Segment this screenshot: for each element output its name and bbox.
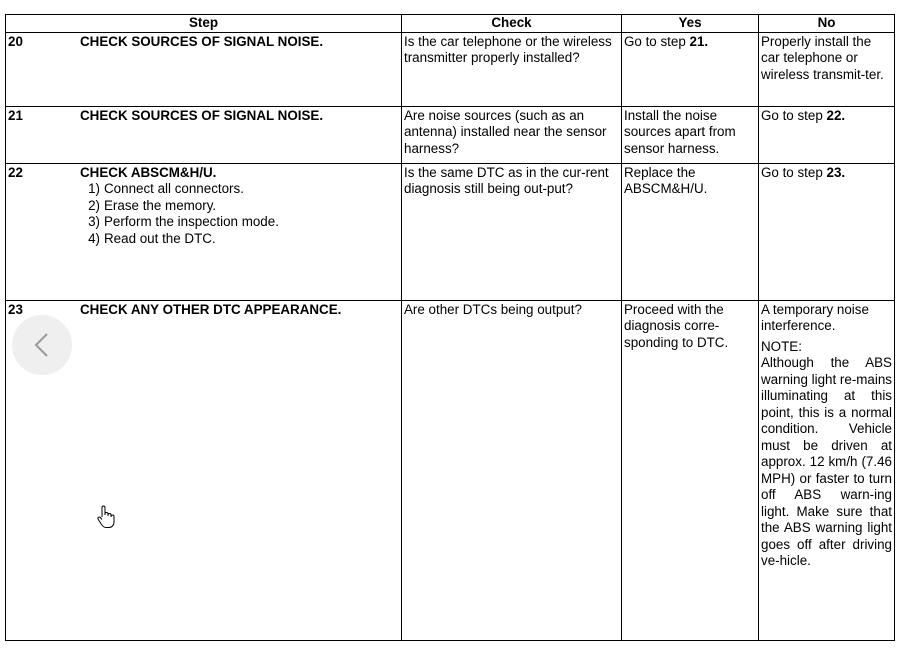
- step-cell: [6, 32, 402, 106]
- step-title: CHECK ABSCM&H/U.: [80, 164, 217, 180]
- note-text: Although the ABS warning light re-mains illuminating at this point, this is a normal condition. Vehicle must be driven at approx. 12 km/h (7.46 MPH) or faster to turn off ABS warn-ing light. Make sure that the ABS warning light goes off after driving ve-hicle.: [761, 355, 892, 568]
- no-text: Go to step: [761, 107, 827, 123]
- substep-item: [80, 214, 401, 231]
- step-title: CHECK SOURCES OF SIGNAL NOISE.: [80, 33, 324, 49]
- previous-page-button[interactable]: [12, 315, 72, 375]
- substep-item: [80, 181, 401, 198]
- header-yes: Yes: [622, 15, 759, 33]
- no-cell: [759, 106, 895, 163]
- step-number: 20: [8, 33, 23, 49]
- substep-item: [80, 231, 401, 248]
- step-number: 21: [8, 107, 23, 123]
- step-number: 23: [8, 301, 23, 317]
- table-row-step-22: [6, 163, 895, 300]
- header-no: No: [759, 15, 895, 33]
- yes-cell: Proceed with the diagnosis corre-sponding to DTC.: [622, 300, 759, 640]
- step-reference: 21.: [689, 33, 709, 49]
- table-row-step-21: [6, 106, 895, 163]
- substep-number: 1): [88, 181, 100, 196]
- yes-text: Go to step: [624, 33, 690, 49]
- substep-text: Perform the inspection mode.: [104, 214, 279, 229]
- check-cell: Are other DTCs being output?: [402, 300, 622, 640]
- table-row-step-20: [6, 32, 895, 106]
- yes-cell: [622, 32, 759, 106]
- no-cell: [759, 163, 895, 300]
- check-cell: Is the same DTC as in the cur-rent diagnosis still being out-put?: [402, 163, 622, 300]
- substep-text: Connect all connectors.: [104, 181, 244, 196]
- chevron-left-icon: [32, 331, 52, 359]
- step-reference: 23.: [826, 164, 846, 180]
- step-title: CHECK SOURCES OF SIGNAL NOISE.: [80, 107, 324, 123]
- no-cell: Properly install the car telephone or wireless transmit-ter.: [759, 32, 895, 106]
- substep-list: [6, 181, 401, 247]
- header-check: Check: [402, 15, 622, 33]
- substep-text: Erase the memory.: [104, 197, 217, 213]
- check-cell: Are noise sources (such as an antenna) installed near the sensor harness?: [402, 106, 622, 163]
- step-reference: 22.: [826, 107, 846, 123]
- substep-number: 4): [88, 230, 100, 246]
- diagnostic-table-page: [5, 14, 894, 641]
- step-cell: [6, 106, 402, 163]
- yes-cell: Install the noise sources apart from sensor harness.: [622, 106, 759, 163]
- table-header-row: [6, 15, 895, 33]
- substep-number: 3): [88, 214, 100, 229]
- table-row-step-23: [6, 300, 895, 640]
- no-result-text: A temporary noise interference.: [761, 301, 869, 333]
- substep-text: Read out the DTC.: [104, 230, 216, 246]
- yes-cell: Replace the ABSCM&H/U.: [622, 163, 759, 300]
- step-cell: [6, 163, 402, 300]
- check-cell: Is the car telephone or the wireless transmitter properly installed?: [402, 32, 622, 106]
- no-text: Go to step: [761, 164, 827, 180]
- step-title: CHECK ANY OTHER DTC APPEARANCE.: [80, 301, 342, 317]
- note-label: NOTE:: [761, 338, 802, 354]
- substep-number: 2): [88, 197, 100, 213]
- step-number: 22: [8, 164, 23, 180]
- header-step: Step: [6, 15, 402, 33]
- substep-item: [80, 198, 401, 215]
- diagnostic-steps-table: [5, 14, 895, 641]
- no-cell: [759, 300, 895, 640]
